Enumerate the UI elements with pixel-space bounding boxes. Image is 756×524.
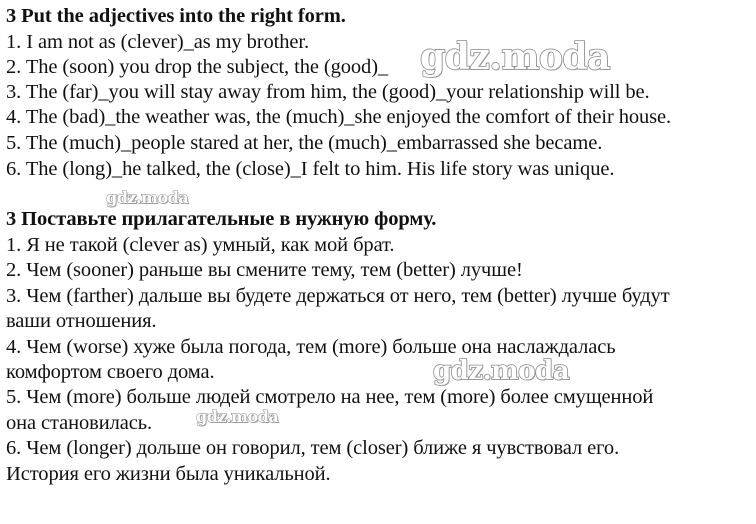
russian-line-10: История его жизни была уникальной. <box>6 463 331 485</box>
watermark-logo: gdz.moda <box>106 188 189 207</box>
russian-line-7: 5. Чем (more) больше людей смотрело на нее, тем (more) более смущенной <box>6 386 654 408</box>
russian-line-8: она становилась. <box>6 412 153 434</box>
english-heading: 3 Put the adjectives into the right form. <box>6 5 346 27</box>
english-item-1: 1. I am not as (clever)_as my brother. <box>6 31 310 53</box>
russian-line-5: 4. Чем (worse) хуже была погода, тем (more) больше она наслаждалась <box>6 336 616 358</box>
english-item-6: 6. The (long)_he talked, the (close)_I felt to him. His life story was unique. <box>6 158 615 180</box>
watermark-logo: gdz.moda <box>196 407 279 426</box>
russian-line-1: 1. Я не такой (clever as) умный, как мой брат. <box>6 234 395 256</box>
english-item-3: 3. The (far)_you will stay away from him, the (good)_your relationship will be. <box>6 81 650 103</box>
english-item-2: 2. The (soon) you drop the subject, the (good)_ <box>6 56 389 78</box>
russian-line-3: 3. Чем (farther) дальше вы будете держаться от него, тем (better) лучше будут <box>6 285 670 307</box>
english-item-5: 5. The (much)_people stared at her, the (much)_embarrassed she became. <box>6 132 603 154</box>
russian-line-6: комфортом своего дома. <box>6 361 215 383</box>
russian-line-2: 2. Чем (sooner) раньше вы смените тему, тем (better) лучше! <box>6 259 523 281</box>
russian-heading: 3 Поставьте прилагательные в нужную форму. <box>6 208 437 230</box>
watermark-logo: gdz.moda <box>433 356 570 386</box>
russian-line-9: 6. Чем (longer) дольше он говорил, тем (closer) ближе я чувствовал его. <box>6 437 620 459</box>
watermark-logo: gdz.moda <box>420 36 610 78</box>
russian-line-4: ваши отношения. <box>6 310 157 332</box>
english-item-4: 4. The (bad)_the weather was, the (much)_she enjoyed the comfort of their house. <box>6 106 672 128</box>
